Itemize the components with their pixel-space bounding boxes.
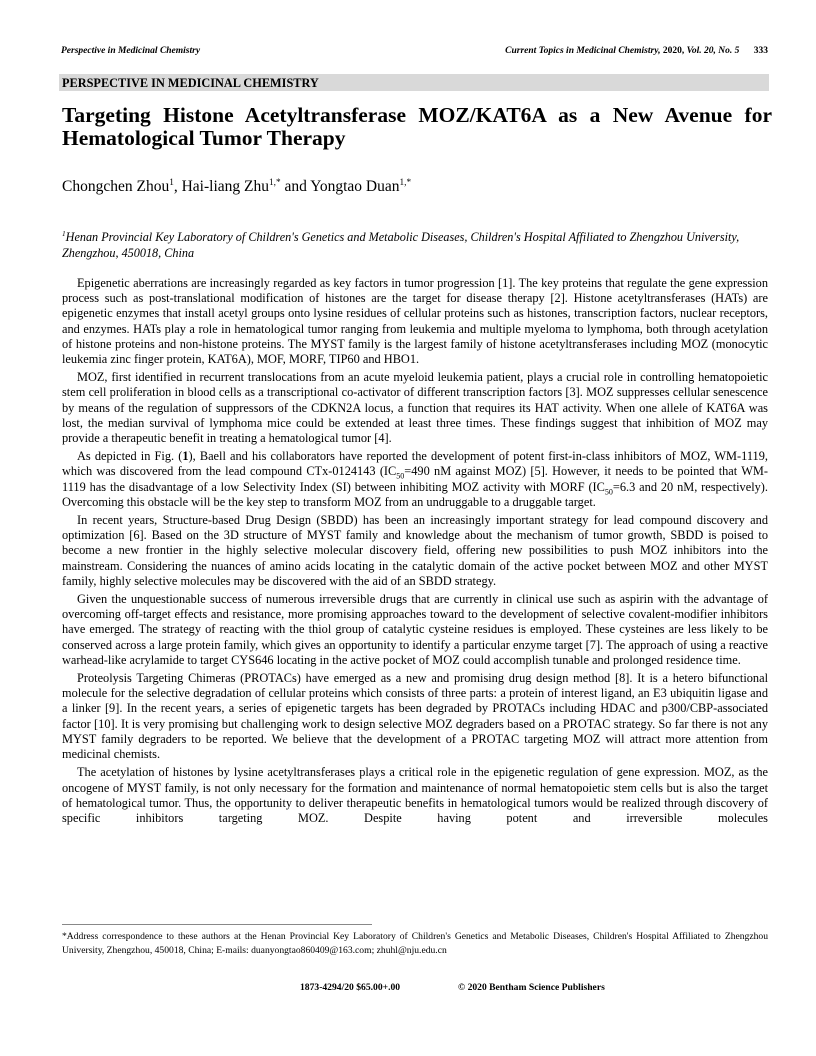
text-segment: =6.3 and 20 nM, respectively). Overcoming this obstacle will be the key step to transform MOZ from an undruggable to a druggable target.	[62, 479, 768, 509]
footnote-divider	[62, 924, 372, 925]
journal-volume: Vol. 20, No. 5	[686, 46, 740, 56]
author-name: Hai-liang Zhu	[181, 178, 269, 195]
paragraph: Given the unquestionable success of numerous irreversible drugs that are currently in clinical use such as aspirin with the advantage of overcoming off-target effects and resistance, more promising approaches toward to the development of selective covalent-modifier inhibitors have emerged. The strategy of reacting with the thiol group of catalytic cysteine residues is employed. These cysteines are less likely to be conserved across a large protein family, which gives an opportunity to identify a particular enzyme target [7]. The approach of using a reactive warhead-like acrylamide to target CYS646 locating in the active pocket of MOZ could accomplish tunable and prolonged residence time.	[62, 592, 768, 667]
paragraph: MOZ, first identified in recurrent translocations from an acute myeloid leukemia patient, plays a crucial role in controlling hematopoietic stem cell proliferation in blood cells as a transcriptional co-activator of different transcription factors [3]. MOZ suppresses cellular senescence by means of the regulation of suppressors of the CDKN2A locus, a function that requires its HAT activity. When one allele of KAT6A was lost, the median survival of lymphoma mice could be extended at least three times. These findings suggest that inhibition of MOZ may provide a therapeutic benefit in treating a hematological tumor [4].	[62, 370, 768, 446]
paragraph: The acetylation of histones by lysine acetyltransferases plays a critical role in the epigenetic regulation of gene expression. MOZ, as the oncogene of MYST family, is not only necessary for the formation and maintenance of normal hematopoietic stem cells but is also the target of hematological tumor. Thus, the opportunity to deliver therapeutic benefits in hematological tumors would be realized through discovery of specific inhibitors targeting MOZ. Despite having potent and irreversible molecules	[62, 765, 768, 825]
paragraph: Epigenetic aberrations are increasingly regarded as key factors in tumor progression [1]. The key proteins that regulate the gene expression process such as post-translational modification of histones are the target for disease therapy [2]. Histone acetyltransferases (HATs) are epigenetic enzymes that install acetyl groups onto lysine residues of cellular proteins such as histones, transcription factors, nuclear receptors, and enzymes. HATs play a role in hematological tumor ranging from leukemia and multiple myeloma to lymphoma, both through acetylation of histone proteins and non-histone proteins. The MYST family is the largest family of histone acetyltransferases including MOZ (monocytic leukemia zinc finger protein, KAT6A), MOF, MORF, TIP60 and HBO1.	[62, 276, 768, 367]
subscript: 50	[604, 487, 613, 497]
article-title: Targeting Histone Acetyltransferase MOZ/KAT6A as a New Avenue for Hematological Tumor Therapy	[62, 103, 772, 150]
journal-name: Current Topics in Medicinal Chemistry,	[505, 46, 661, 56]
section-label: PERSPECTIVE IN MEDICINAL CHEMISTRY	[62, 76, 319, 90]
author-separator: and	[280, 178, 311, 195]
article-body	[62, 276, 768, 829]
journal-year: 2020,	[662, 46, 685, 56]
figure-reference: 1	[182, 449, 189, 464]
author-list	[62, 178, 411, 196]
affiliation-mark: 1	[62, 228, 66, 238]
author-separator: ,	[173, 178, 182, 195]
author-name: Chongchen Zhou	[62, 178, 170, 195]
author-affiliation-mark: 1,*	[269, 177, 281, 188]
issn-price: 1873-4294/20 $65.00+.00	[300, 982, 401, 993]
correspondence-footnote: *Address correspondence to these authors at the Henan Provincial Key Laboratory of Children's Genetics and Metabolic Diseases, Children's Hospital Affiliated to Zhengzhou University, Zhengzhou, 450018, China; E-mails: duanyongtao860409@163.com; zhuhl@nju.edu.cn	[62, 931, 768, 956]
text-segment: ), Baell and his collaborators have reported the development of potent first-in-class inhibitors of MOZ, WM-1119, which was discovered from the lead compound CTx-0124143 (IC	[62, 449, 768, 479]
affiliation-text: Henan Provincial Key Laboratory of Children's Genetics and Metabolic Diseases, Children's Hospital Affiliated to Zhengzhou University, Zhengzhou, 450018, China	[62, 230, 740, 260]
subscript: 50	[396, 471, 405, 481]
running-header-right	[505, 46, 768, 56]
page-number: 333	[753, 46, 768, 56]
paragraph: In recent years, Structure-based Drug Design (SBDD) has been an increasingly important strategy for lead compound discovery and optimization [6]. Based on the 3D structure of MYST family and knowledge about the mechanism of tumor growth, SBDD is poised to become a new frontier in the highly selective molecular discovery field, offering new possibilities to push MOZ inhibitors into the mainstream. Considering the nuances of amino acids locating in the catalytic domain of the active pocket between MOZ and other MYST family, highly selective molecules may be discovered with the aid of an SBDD strategy.	[62, 513, 768, 588]
author-affiliation-mark: 1,*	[399, 177, 412, 188]
text-segment: =490 nM against MOZ) [5]. However, it needs to be pointed that WM-1119 has the disadvantage of a low Selectivity Index (SI) between inhibiting MOZ activity with MORF (IC	[62, 464, 768, 494]
paragraph	[62, 449, 768, 510]
author-affiliation-mark: 1	[169, 177, 174, 188]
running-header-left: Perspective in Medicinal Chemistry	[61, 46, 201, 56]
affiliation	[62, 229, 762, 261]
paragraph: Proteolysis Targeting Chimeras (PROTACs) have emerged as a new and promising drug design method [8]. It is a hetero bifunctional molecule for the selective degradation of cellular proteins which consists of three parts: a protein of interest ligand, an E3 ubiquitin ligase and a linker [9]. In the recent years, a series of epigenetic targets has been degraded by PROTACs including HDAC and p300/CBP-associated factor [10]. It is very promising but challenging work to design selective MOZ degraders based on a PROTAC strategy. So far there is not any MYST family degraders to be reported. We believe that the development of a PROTAC targeting MOZ will attract more attention from medicinal chemists.	[62, 671, 768, 762]
copyright: © 2020 Bentham Science Publishers	[458, 982, 605, 993]
section-band	[59, 74, 769, 91]
author-name: Yongtao Duan	[310, 178, 400, 195]
text-segment: As depicted in Fig. (	[77, 449, 183, 464]
